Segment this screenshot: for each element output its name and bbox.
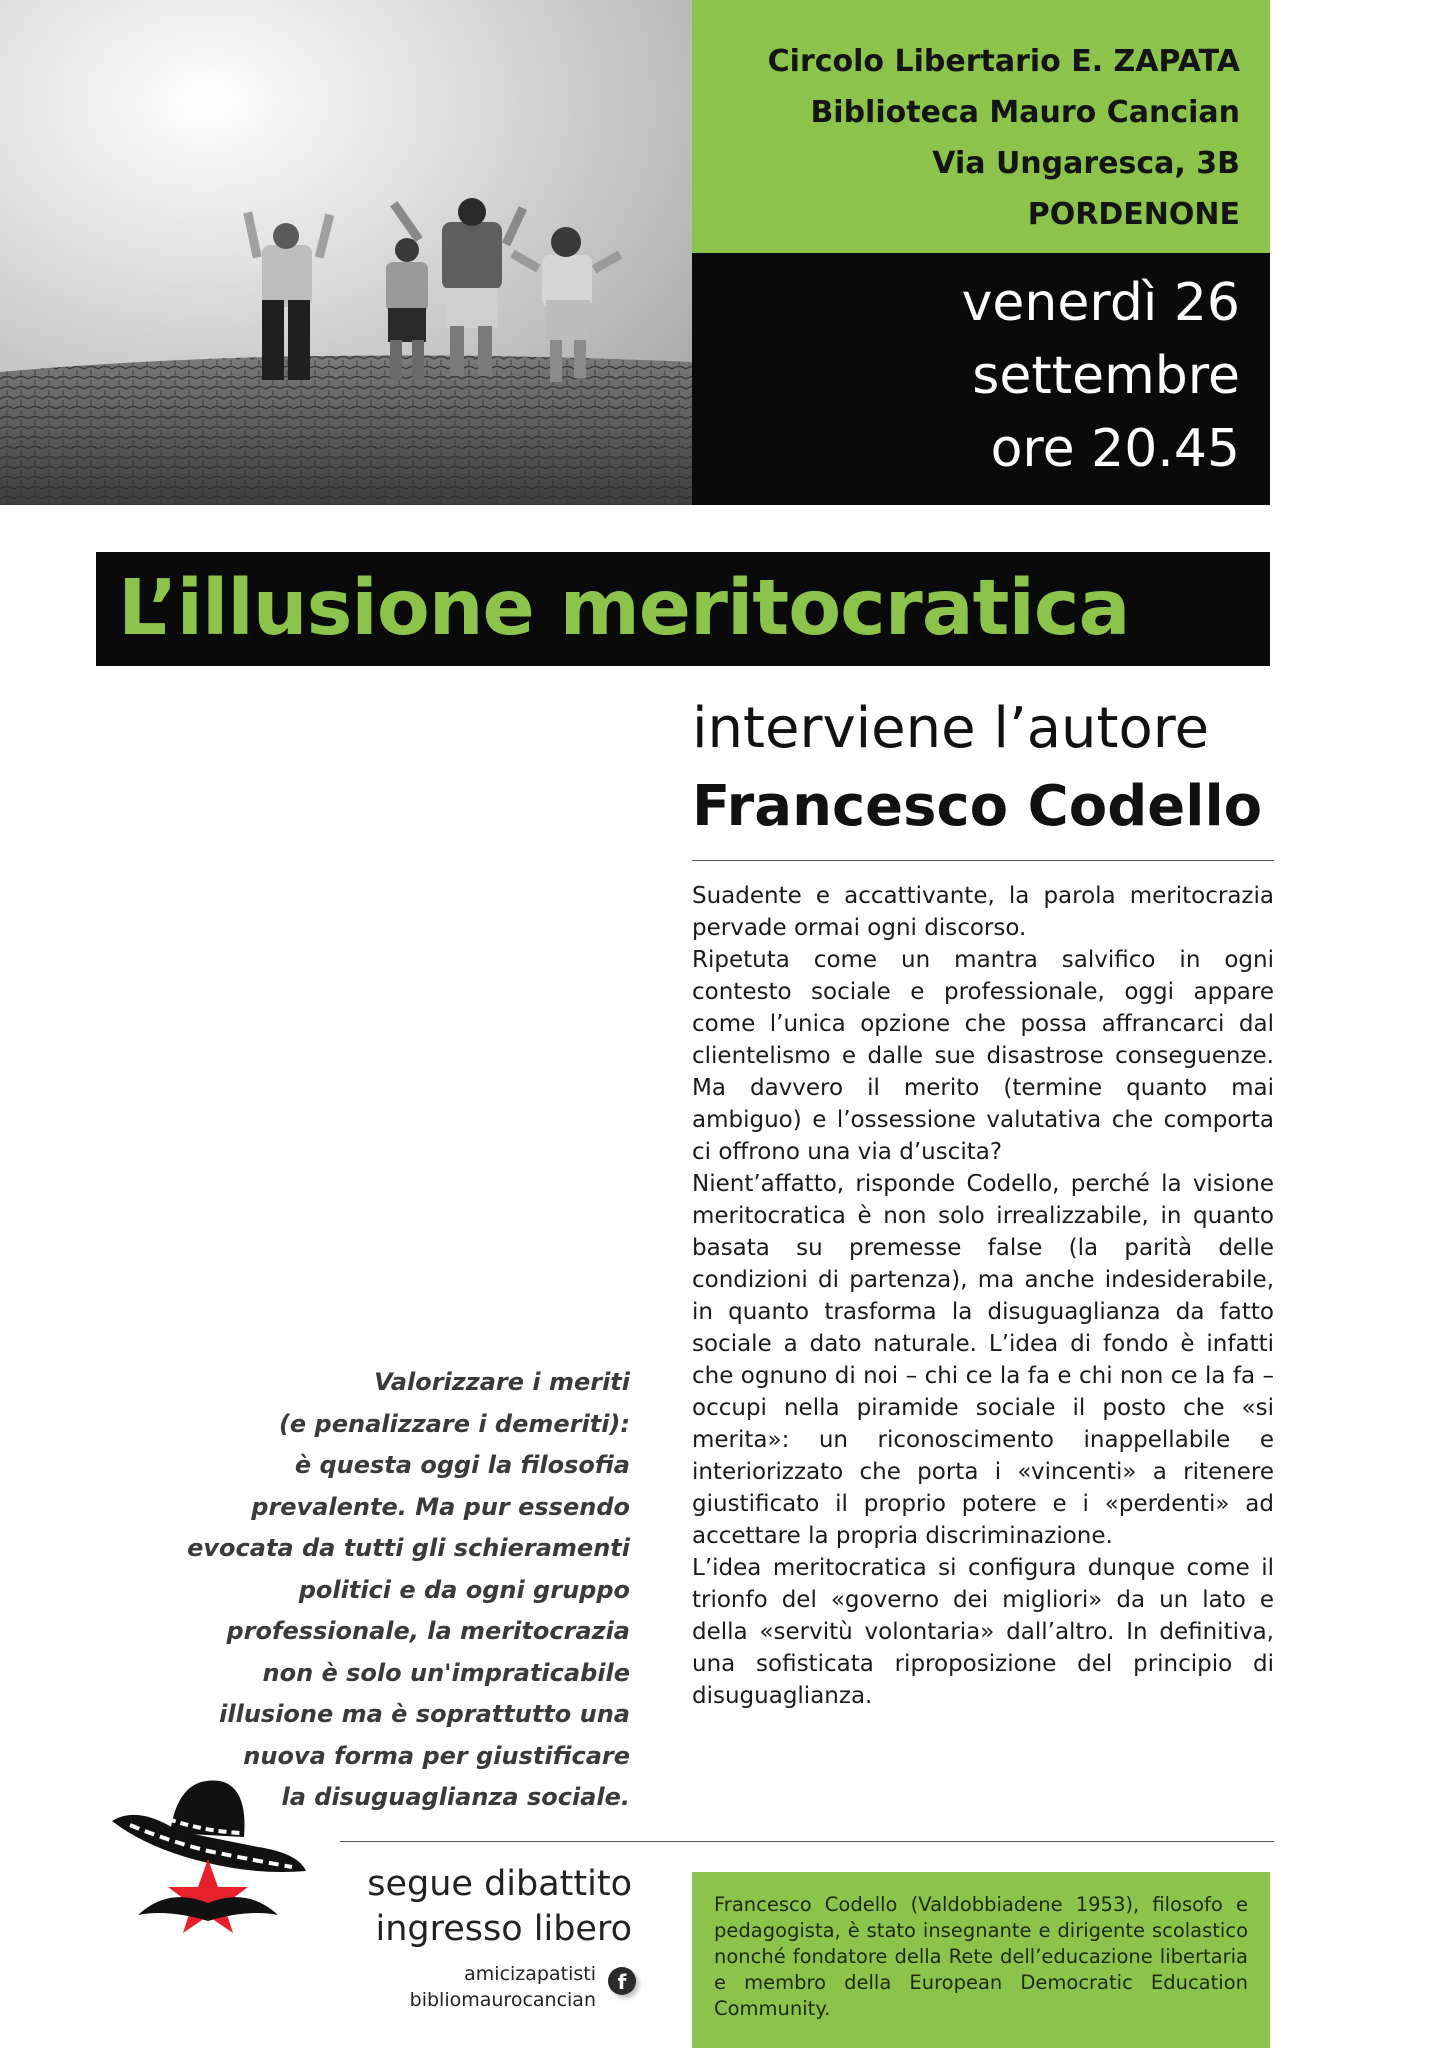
event-time: ore 20.45 (990, 419, 1240, 479)
social-handle: bibliomaurocancian (409, 1989, 596, 2011)
paragraph: Ripetuta come un mantra salvifico in ogni contesto sociale e professionale, oggi appare come l’unica opzione che possa affrancarci dal clientelismo e dalle sue disastrose conseguenze. Ma davvero il merito (termine quanto mai ambiguo) e l’ossessione valutativa che comporta ci offrono una via d’uscita? (692, 947, 1274, 1165)
venue-address: Via Ungaresca, 3B (932, 146, 1240, 181)
quote-line: nuova forma per giustificare (243, 1741, 630, 1770)
description-text (692, 880, 1274, 1712)
quote-line: evocata da tutti gli schieramenti (187, 1534, 630, 1562)
pull-quote (160, 1362, 630, 1819)
venue-box (692, 0, 1270, 253)
quote-line: la disuguaglianza sociale. (281, 1783, 630, 1811)
paragraph: L’idea meritocratica si configura dunque come il trionfo del «governo dei migliori» da un lato e della «servitù volontaria» dall’altro. In definitiva, una sofisticata riproposizione del principio di disuguaglianza. (692, 1555, 1274, 1709)
facebook-icon[interactable]: f (608, 1967, 636, 1995)
author-name: Francesco Codello (692, 774, 1263, 839)
venue-city: PORDENONE (1027, 197, 1240, 232)
divider (340, 1841, 1274, 1842)
date-box (692, 253, 1270, 505)
sombrero-star-logo (108, 1775, 308, 1935)
quote-line: prevalente. Ma pur essendo (251, 1492, 630, 1521)
debate-note: segue dibattito (367, 1864, 632, 1904)
quote-line: non è solo un'impraticabile (262, 1658, 630, 1687)
quote-line: politici e da ogni gruppo (298, 1575, 630, 1604)
venue-library: Biblioteca Mauro Cancian (810, 95, 1240, 130)
free-entry-note: ingresso libero (375, 1909, 632, 1949)
author-intro: interviene l’autore (692, 696, 1210, 761)
divider (692, 860, 1274, 861)
paragraph: Nient’affatto, risponde Codello, perché la visione meritocratica è non solo irrealizzabile, in quanto basata su premesse false (la parità delle condizioni di partenza), ma anche indesiderabile, in quanto trasforma la disuguaglianza da fatto sociale a dato naturale. L’idea di fondo è infatti che ognuno di noi – chi ce la fa e chi non ce la fa – occupi nella piramide sociale il posto che «si merita»: un riconoscimento inappellabile e interiorizzato che porta i «vincenti» a ritenere giustificato il proprio potere e i «perdenti» ad accettare la propria discriminazione. (692, 1171, 1274, 1549)
quote-line: illusione ma è soprattutto una (219, 1700, 630, 1728)
quote-line: (e penalizzare i demeriti): (278, 1409, 630, 1438)
event-month: settembre (972, 346, 1240, 406)
quote-line: è questa oggi la filosofia (294, 1451, 630, 1479)
paragraph: Suadente e accattivante, la parola meritocrazia pervade ormai ogni discorso. (692, 883, 1274, 941)
event-title: L’illusione meritocratica (118, 564, 1130, 653)
title-bar (96, 552, 1270, 666)
event-day: venerdì 26 (961, 273, 1240, 333)
venue-organization: Circolo Libertario E. ZAPATA (767, 44, 1240, 79)
quote-line: professionale, la meritocrazia (226, 1617, 630, 1645)
social-handle: amicizapatisti (464, 1963, 596, 1985)
author-bio-box (692, 1872, 1270, 2048)
author-bio: Francesco Codello (Valdobbiadene 1953), filosofo e pedagogista, è stato insegnante e dirigente scolastico nonché fondatore della Rete dell’educazione libertaria e membro della European Democratic Education Community. (714, 1893, 1248, 2020)
quote-line: Valorizzare i meriti (374, 1368, 630, 1396)
children-on-roof-photo (0, 0, 692, 505)
